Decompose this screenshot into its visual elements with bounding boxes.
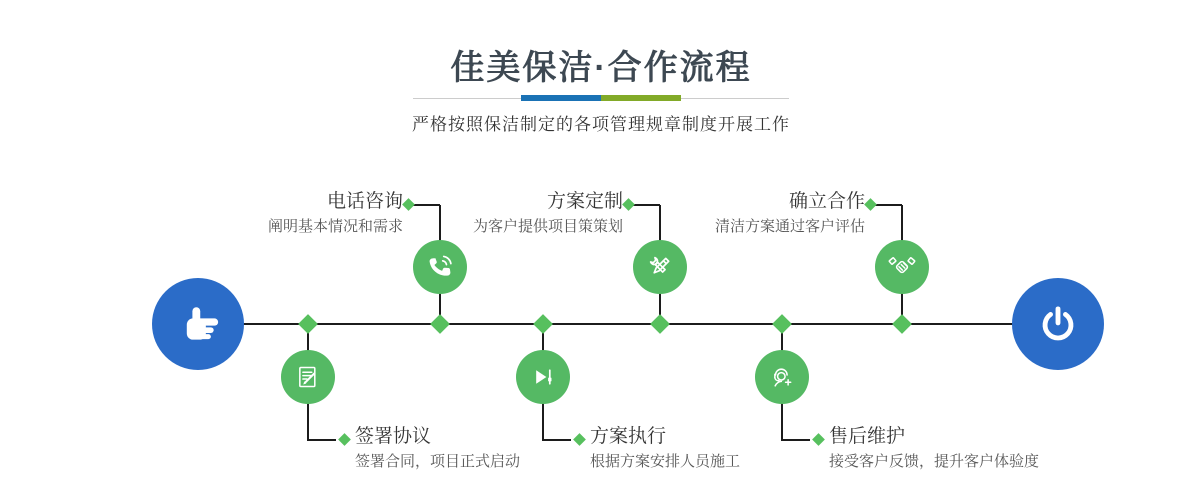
phone-icon bbox=[423, 250, 457, 284]
timeline-node-diamond bbox=[892, 314, 912, 334]
step-plan-execution-node bbox=[516, 350, 570, 404]
power-icon bbox=[1031, 297, 1085, 351]
title-divider-green-segment bbox=[601, 95, 681, 101]
contract-pen-icon bbox=[291, 360, 325, 394]
step-plan-design-label bbox=[473, 191, 623, 237]
handshake-icon bbox=[885, 250, 919, 284]
connector-line bbox=[633, 204, 660, 206]
step-plan-execution-label bbox=[590, 426, 740, 472]
label-diamond bbox=[864, 198, 877, 211]
timeline-node-diamond bbox=[298, 314, 318, 334]
step-establish-cooperation-node bbox=[875, 240, 929, 294]
connector-line bbox=[413, 204, 440, 206]
step-phone-consult-label bbox=[268, 191, 403, 237]
page-title: 佳美保洁·合作流程 bbox=[450, 49, 752, 87]
play-execute-icon bbox=[526, 360, 560, 394]
connector-line bbox=[544, 439, 571, 441]
step-desc: 签署合同，项目正式启动 bbox=[355, 453, 521, 470]
step-title: 方案定制 bbox=[546, 191, 623, 212]
timeline-end-node bbox=[1012, 278, 1104, 370]
pointing-hand-icon bbox=[170, 296, 226, 352]
label-diamond bbox=[338, 433, 351, 446]
timeline-start-node bbox=[152, 278, 244, 370]
timeline-node-diamond bbox=[650, 314, 670, 334]
step-desc: 根据方案安排人员施工 bbox=[590, 453, 741, 470]
timeline-line bbox=[198, 323, 1058, 325]
step-phone-consult-node bbox=[413, 240, 467, 294]
step-title: 确立合作 bbox=[788, 191, 865, 212]
step-desc: 接受客户反馈，提升客户体验度 bbox=[829, 453, 1040, 470]
label-diamond bbox=[402, 198, 415, 211]
connector-line bbox=[875, 204, 902, 206]
step-desc: 清洁方案通过客户评估 bbox=[714, 218, 865, 235]
timeline-node-diamond bbox=[772, 314, 792, 334]
timeline-node-diamond bbox=[430, 314, 450, 334]
label-diamond bbox=[622, 198, 635, 211]
connector-line bbox=[309, 439, 336, 441]
step-aftersales-label bbox=[829, 426, 1039, 472]
step-sign-agreement-label bbox=[355, 426, 520, 472]
step-title: 方案执行 bbox=[590, 426, 667, 447]
step-aftersales-node bbox=[755, 350, 809, 404]
title-divider-blue-segment bbox=[521, 95, 601, 101]
label-diamond bbox=[812, 433, 825, 446]
timeline-node-diamond bbox=[533, 314, 553, 334]
label-diamond bbox=[573, 433, 586, 446]
step-title: 电话咨询 bbox=[326, 191, 403, 212]
page-subtitle: 严格按照保洁制定的各项管理规章制度开展工作 bbox=[412, 115, 790, 134]
headset-support-icon bbox=[765, 360, 799, 394]
step-title: 售后维护 bbox=[829, 426, 906, 447]
step-establish-cooperation-label bbox=[715, 191, 865, 237]
step-title: 签署协议 bbox=[355, 426, 432, 447]
step-sign-agreement-node bbox=[281, 350, 335, 404]
step-desc: 为客户提供项目策策划 bbox=[472, 218, 623, 235]
connector-line bbox=[783, 439, 810, 441]
step-desc: 阐明基本情况和需求 bbox=[267, 218, 403, 235]
pencil-wrench-icon bbox=[643, 250, 677, 284]
step-plan-design-node bbox=[633, 240, 687, 294]
